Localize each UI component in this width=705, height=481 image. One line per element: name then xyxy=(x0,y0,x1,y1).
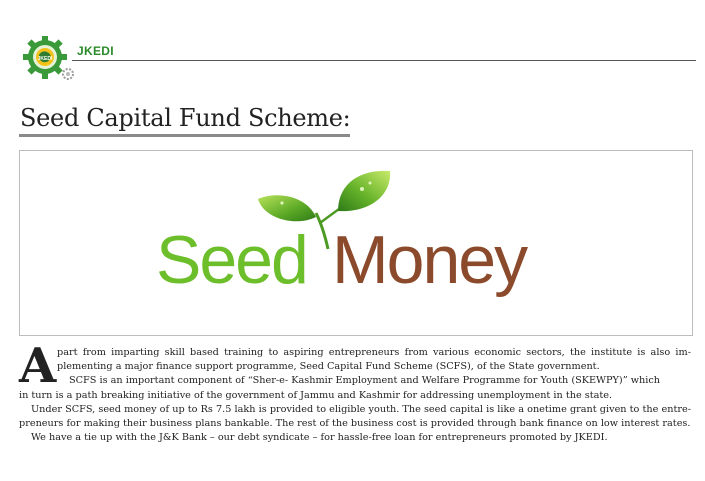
paragraph-2: in turn is a path breaking initiative of the government of Jammu and Kashmir for addressing unemployment in the state. xyxy=(19,389,613,401)
brand-name: JKEDI xyxy=(77,44,114,58)
drop-cap: A xyxy=(19,338,57,394)
title-underline xyxy=(19,134,350,137)
article-body xyxy=(19,338,691,445)
logo-word-money: Money xyxy=(332,222,527,298)
seed-money-figure xyxy=(19,150,693,336)
paragraph-1-line-3: SCFS is an important component of “Sher-e- Kashmir Employment and Welfare Programme for Youth (SKEWPY)” which xyxy=(69,375,661,387)
page-title: Seed Capital Fund Scheme: xyxy=(20,104,351,132)
right-leaf-icon xyxy=(338,171,390,211)
paragraph-4: We have a tie up with the J&K Bank – our debt syndicate – for hassle-free loan for entrepreneurs promoted by JKEDI. xyxy=(31,432,608,444)
logo-text: JKEDI xyxy=(37,56,53,62)
page-header xyxy=(22,34,696,80)
paragraph-1 xyxy=(19,338,691,394)
seed-money-logo xyxy=(20,151,692,335)
logo-word-seed: Seed xyxy=(156,222,307,298)
paragraph-3: Under SCFS, seed money of up to Rs 7.5 lakh is provided to eligible youth. The seed capital is like a onetime grant given to the entre-preneurs for making their business plans bankable. The rest of the business cost is provided through bank finance on low interest rates. xyxy=(19,403,691,430)
paragraph-1-line-2: plementing a major finance support programme, Seed Capital Fund Scheme (SCFS), of the State government. xyxy=(57,361,600,373)
paragraph-1-line-1: part from imparting skill based training to aspiring entrepreneurs from various economic sectors, the institute is also im- xyxy=(57,347,691,358)
left-leaf-icon xyxy=(258,195,316,221)
jkedi-gear-logo xyxy=(22,36,76,82)
header-divider xyxy=(72,60,696,61)
